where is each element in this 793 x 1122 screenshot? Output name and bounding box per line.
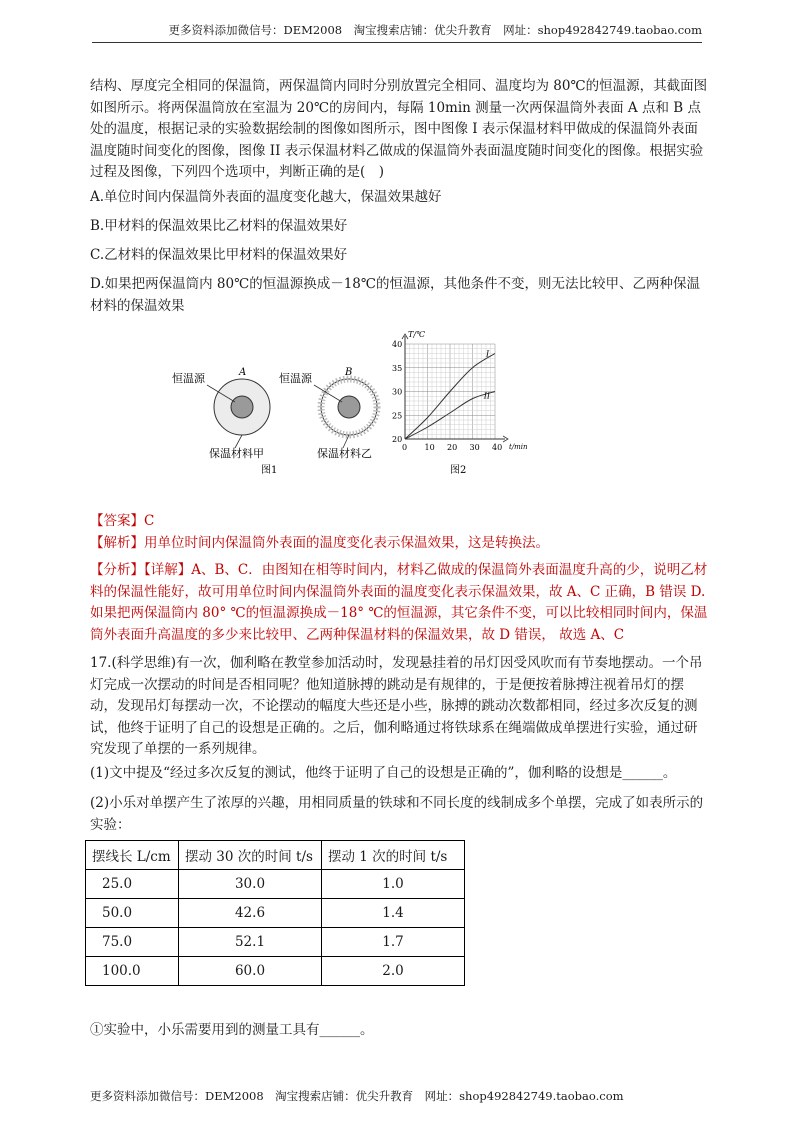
heat-source-core-yi [338, 396, 360, 418]
question-stem: 结构、厚度完全相同的保温筒，两保温筒内同时分别放置完全相同、温度均为 80℃的恒温源，其截面图如图所示。将两保温筒放在室温为 20℃的房间内，每隔 10min 测量一次两保温筒外表面 A 点和 B 点处的温度，根据记录的实验数据绘制的图像如图所示，图中图像 I 表示保温材料甲做成的保温筒外表面温度随时间变化的图像，图像 II 表示保温材料乙做成的保温筒外表面温度随时间变化的图像。根据实验过程及图像，下列四个选项中，判断正确的是( ) [90, 78, 708, 180]
figure2-caption: 图2 [450, 465, 467, 476]
series-label-I: I [486, 349, 490, 359]
point-a-label: A [239, 367, 247, 378]
figure1-caption: 图1 [261, 465, 278, 476]
header-time-30: 摆动 30 次的时间 t/s [179, 841, 322, 870]
x-tick-labels [402, 443, 502, 452]
y-tick-labels [392, 340, 402, 444]
pendulum-table [85, 840, 465, 986]
x-axis-label: t/min [509, 443, 528, 451]
q17-intro: 17.(科学思维)有一次，伽利略在教堂参加活动时，发现悬挂着的吊灯因受风吹而有节奏地摆动。一个吊灯完成一次摆动的时间是否相同呢？他知道脉搏的跳动是有规律的，于是便按着脉搏注视着吊灯的摆动，发现吊灯每摆动一次，不论摆动的幅度大些还是小些，脉搏的跳动次数都相同，经过多次反复的测试，他终于证明了自己的设想是正确的。之后，伽利略通过将铁球系在绳端做成单摆进行实验，通过研究发现了单摆的一系列规律。 [90, 655, 703, 757]
table-row: 75.0 52.1 1.7 [86, 928, 465, 957]
header-length: 摆线长 L/cm [86, 841, 179, 870]
material-yi-label: 保温材料乙 [317, 448, 372, 460]
header-time-1: 摆动 1 次的时间 t/s [322, 841, 465, 870]
y-tick-label: 20 [392, 435, 403, 444]
material-jia-label: 保温材料甲 [209, 448, 264, 460]
explain-line: 【解析】用单位时间内保温筒外表面的温度变化表示保温效果，这是转换法。 [90, 535, 549, 551]
x-tick-label: 40 [492, 443, 503, 452]
option-c: C.乙材料的保温效果比甲材料的保温效果好 [90, 247, 348, 263]
table-row: 25.0 30.0 1.0 [86, 870, 465, 899]
y-tick-label: 30 [392, 387, 403, 397]
option-b: B.甲材料的保温效果比乙材料的保温效果好 [90, 218, 348, 234]
cross-section-yi [279, 367, 377, 460]
q17-part2: (2)小乐对单摆产生了浓厚的兴趣，用相同质量的铁球和不同长度的线制成多个单摆，完成了如表所示的实验： [90, 795, 704, 833]
y-axis-label: T/℃ [408, 330, 425, 339]
option-a: A.单位时间内保温筒外表面的温度变化越大，保温效果越好 [90, 189, 442, 205]
table-row: 100.0 60.0 2.0 [86, 957, 465, 986]
q17-sub1: ①实验中，小乐需要用到的测量工具有______。 [90, 1022, 374, 1038]
x-tick-label: 10 [424, 443, 435, 452]
temperature-chart [392, 330, 528, 476]
experiment-figure [165, 330, 528, 477]
answer-line: 【答案】C [90, 513, 155, 529]
option-d: D.如果把两保温筒内 80℃的恒温源换成－18℃的恒温源，其他条件不变，则无法比较甲、乙两种保温材料的保温效果 [90, 276, 700, 314]
point-b-label: B [345, 367, 353, 378]
heat-source-core-jia [231, 396, 253, 418]
table-row: 50.0 42.6 1.4 [86, 899, 465, 928]
cross-section-jia [172, 367, 277, 476]
x-tick-label: 30 [469, 443, 480, 452]
page-header: 更多资料添加微信号：DEM2008 淘宝搜索店铺：优尖升教育 网址：shop492842749.taobao.com [92, 22, 702, 43]
heat-source-label-2: 恒温源 [279, 373, 312, 385]
x-tick-label: 0 [402, 443, 408, 452]
table-header-row [86, 841, 465, 870]
page-footer: 更多资料添加微信号：DEM2008 淘宝搜索店铺：优尖升教育 网址：shop492842749.taobao.com [90, 1089, 624, 1103]
x-tick-label: 20 [447, 443, 458, 452]
analysis-paragraph: 【分析】【详解】A、B、C．由图知在相等时间内，材料乙做成的保温筒外表面温度升高的少，说明乙材料的保温性能好，故可用单位时间内保温筒外表面的温度变化表示保温效果，故 A、C 正确，B 错误 D.如果把两保温筒内 80° ℃的恒温源换成－18° ℃的恒温源，其它条件不变，可以比较相同时间内，保温筒外表面升高温度的多少来比较甲、乙两种保温材料的保温效果，故 D 错误， 故选 A、C [90, 562, 708, 643]
q17-part1: (1)文中提及“经过多次反复的测试，他终于证明了自己的设想是正确的”，伽利略的设想是______。 [90, 765, 677, 781]
series-label-II: II [483, 391, 491, 401]
y-tick-label: 25 [392, 411, 403, 421]
y-tick-label: 35 [392, 363, 403, 373]
heat-source-label-1: 恒温源 [172, 373, 205, 385]
y-tick-label: 40 [392, 340, 403, 349]
